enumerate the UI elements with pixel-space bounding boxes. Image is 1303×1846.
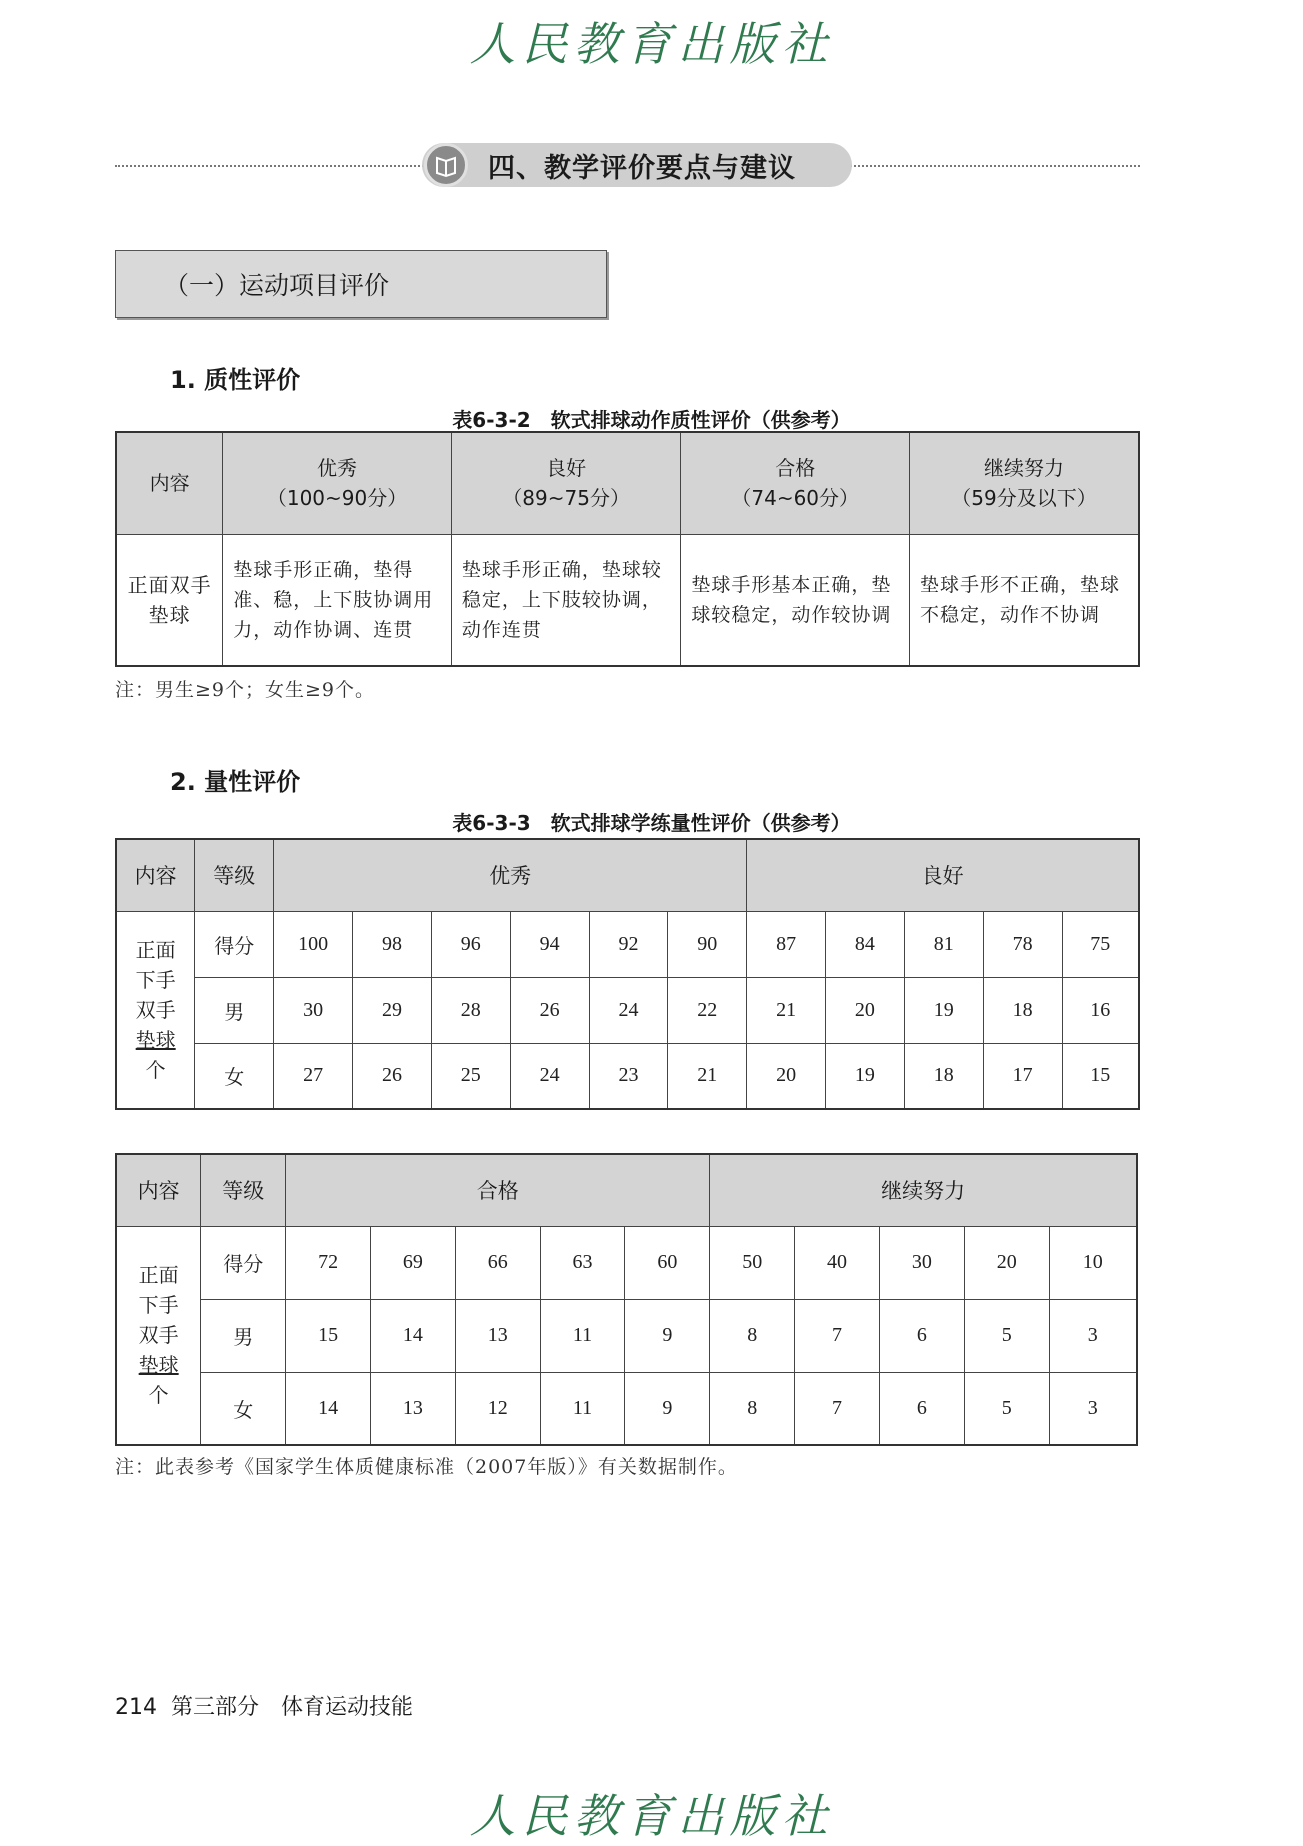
level-header	[223, 432, 452, 534]
table-cell: 98	[353, 911, 432, 977]
table-cell: 78	[983, 911, 1062, 977]
table-cell: 8	[710, 1299, 795, 1372]
item-line: 垫球	[138, 1353, 179, 1378]
table-cell: 18	[904, 1043, 983, 1109]
table-cell: 7	[795, 1372, 880, 1445]
table-cell: 5	[964, 1372, 1049, 1445]
table-cell: 18	[983, 977, 1062, 1043]
qualitative-note: 注：男生≥9个；女生≥9个。	[115, 679, 376, 701]
male-row	[116, 1299, 1137, 1372]
table-cell: 14	[286, 1372, 371, 1445]
table-cell: 6	[879, 1372, 964, 1445]
table-cell: 5	[964, 1299, 1049, 1372]
table-cell: 27	[274, 1043, 353, 1109]
table-cell: 30	[274, 977, 353, 1043]
quantitative-table-caption: 表6-3-3 软式排球学练量性评价（供参考）	[452, 811, 851, 835]
female-row	[116, 1372, 1137, 1445]
table-cell: 6	[879, 1299, 964, 1372]
row-label: 男	[195, 977, 274, 1043]
table-cell: 21	[747, 977, 826, 1043]
level-header	[909, 432, 1139, 534]
item-unit: 个	[148, 1383, 169, 1408]
table-cell: 94	[510, 911, 589, 977]
table-cell: 63	[540, 1226, 625, 1299]
level-header	[681, 432, 910, 534]
score-row	[116, 911, 1139, 977]
table-header-row	[116, 839, 1139, 911]
table-cell: 100	[274, 911, 353, 977]
item-line: 正面	[135, 937, 176, 962]
book-icon	[424, 143, 468, 187]
table-cell: 24	[510, 1043, 589, 1109]
table-cell: 28	[431, 977, 510, 1043]
table-cell: 96	[431, 911, 510, 977]
table-cell: 25	[431, 1043, 510, 1109]
table-cell: 84	[826, 911, 905, 977]
table-cell: 26	[353, 1043, 432, 1109]
item-line: 下手	[135, 967, 176, 992]
table-cell: 66	[455, 1226, 540, 1299]
quantitative-note: 注：此表参考《国家学生体质健康标准（2007年版）》有关数据制作。	[115, 1456, 738, 1478]
item-unit: 个	[145, 1057, 166, 1082]
level-range: （74~60分）	[731, 486, 860, 511]
table-cell: 69	[370, 1226, 455, 1299]
table-cell: 26	[510, 977, 589, 1043]
publisher-logo-top: 人民教育出版社	[469, 17, 834, 71]
quantitative-table-a	[115, 838, 1140, 1110]
table-cell: 9	[625, 1299, 710, 1372]
level-range: （59分及以下）	[951, 486, 1097, 511]
qualitative-heading: 1. 质性评价	[170, 366, 301, 394]
row-label: 女	[195, 1043, 274, 1109]
table-cell: 19	[904, 977, 983, 1043]
table-cell: 13	[370, 1372, 455, 1445]
item-line: 下手	[138, 1293, 179, 1318]
table-cell: 15	[286, 1299, 371, 1372]
table-cell: 72	[286, 1226, 371, 1299]
group-header: 合格	[286, 1154, 710, 1226]
table-cell: 3	[1049, 1372, 1137, 1445]
table-cell: 12	[455, 1372, 540, 1445]
item-line: 双手	[135, 997, 176, 1022]
qualitative-header-row	[116, 432, 1139, 534]
table-cell: 17	[983, 1043, 1062, 1109]
table-cell: 11	[540, 1299, 625, 1372]
subsection-title: （一）运动项目评价	[115, 250, 607, 318]
row-label: 女	[201, 1372, 286, 1445]
part-title: 第三部分 体育运动技能	[171, 1695, 414, 1720]
page-footer	[115, 1690, 413, 1721]
item-label	[116, 911, 195, 1109]
publisher-logo-bottom: 人民教育出版社	[469, 1789, 834, 1843]
level-name: 优秀	[317, 456, 358, 481]
female-row	[116, 1043, 1139, 1109]
content-header: 内容	[116, 1154, 201, 1226]
quantitative-table-b	[115, 1153, 1138, 1446]
item-line: 双手	[138, 1323, 179, 1348]
table-cell: 14	[370, 1299, 455, 1372]
level-name: 合格	[775, 456, 816, 481]
level-range: （89~75分）	[502, 486, 630, 511]
section-banner	[422, 143, 852, 187]
criteria-cell: 垫球手形基本正确，垫球较稳定，动作较协调	[681, 534, 910, 666]
table-cell: 19	[826, 1043, 905, 1109]
score-row	[116, 1226, 1137, 1299]
table-cell: 11	[540, 1372, 625, 1445]
level-range: （100~90分）	[266, 486, 408, 511]
table-header-row	[116, 1154, 1137, 1226]
item-label: 正面双手垫球	[116, 534, 223, 666]
qualitative-table	[115, 431, 1140, 667]
table-cell: 81	[904, 911, 983, 977]
table-cell: 13	[455, 1299, 540, 1372]
table-cell: 90	[668, 911, 747, 977]
grade-header: 等级	[195, 839, 274, 911]
table-cell: 20	[826, 977, 905, 1043]
table-cell: 3	[1049, 1299, 1137, 1372]
table-cell: 75	[1062, 911, 1139, 977]
table-cell: 60	[625, 1226, 710, 1299]
criteria-cell: 垫球手形正确，垫球较稳定，上下肢较协调，动作连贯	[451, 534, 681, 666]
criteria-cell: 垫球手形正确，垫得准、稳，上下肢协调用力，动作协调、连贯	[223, 534, 452, 666]
table-cell: 24	[589, 977, 668, 1043]
table-cell: 10	[1049, 1226, 1137, 1299]
table-cell: 15	[1062, 1043, 1139, 1109]
row-label: 男	[201, 1299, 286, 1372]
content-header: 内容	[116, 432, 223, 534]
group-header: 优秀	[274, 839, 747, 911]
grade-header: 等级	[201, 1154, 286, 1226]
section-title: 四、教学评价要点与建议	[488, 152, 796, 184]
table-cell: 20	[747, 1043, 826, 1109]
level-header	[451, 432, 681, 534]
table-cell: 30	[879, 1226, 964, 1299]
row-label: 得分	[201, 1226, 286, 1299]
table-cell: 29	[353, 977, 432, 1043]
table-cell: 16	[1062, 977, 1139, 1043]
qualitative-body-row	[116, 534, 1139, 666]
qualitative-table-caption: 表6-3-2 软式排球动作质性评价（供参考）	[452, 408, 851, 432]
content-header: 内容	[116, 839, 195, 911]
table-cell: 20	[964, 1226, 1049, 1299]
group-header: 良好	[747, 839, 1139, 911]
table-cell: 92	[589, 911, 668, 977]
row-label: 得分	[195, 911, 274, 977]
table-cell: 22	[668, 977, 747, 1043]
group-header: 继续努力	[710, 1154, 1137, 1226]
table-cell: 87	[747, 911, 826, 977]
quantitative-heading: 2. 量性评价	[170, 768, 301, 796]
item-line: 正面	[138, 1263, 179, 1288]
table-cell: 50	[710, 1226, 795, 1299]
table-cell: 9	[625, 1372, 710, 1445]
table-cell: 23	[589, 1043, 668, 1109]
level-name: 良好	[546, 456, 587, 481]
table-cell: 21	[668, 1043, 747, 1109]
table-cell: 40	[795, 1226, 880, 1299]
page-number: 214	[115, 1695, 157, 1720]
level-name: 继续努力	[983, 456, 1064, 481]
item-line: 垫球	[135, 1027, 176, 1052]
table-cell: 8	[710, 1372, 795, 1445]
criteria-cell: 垫球手形不正确，垫球不稳定，动作不协调	[909, 534, 1139, 666]
item-label	[116, 1226, 201, 1445]
male-row	[116, 977, 1139, 1043]
table-cell: 7	[795, 1299, 880, 1372]
